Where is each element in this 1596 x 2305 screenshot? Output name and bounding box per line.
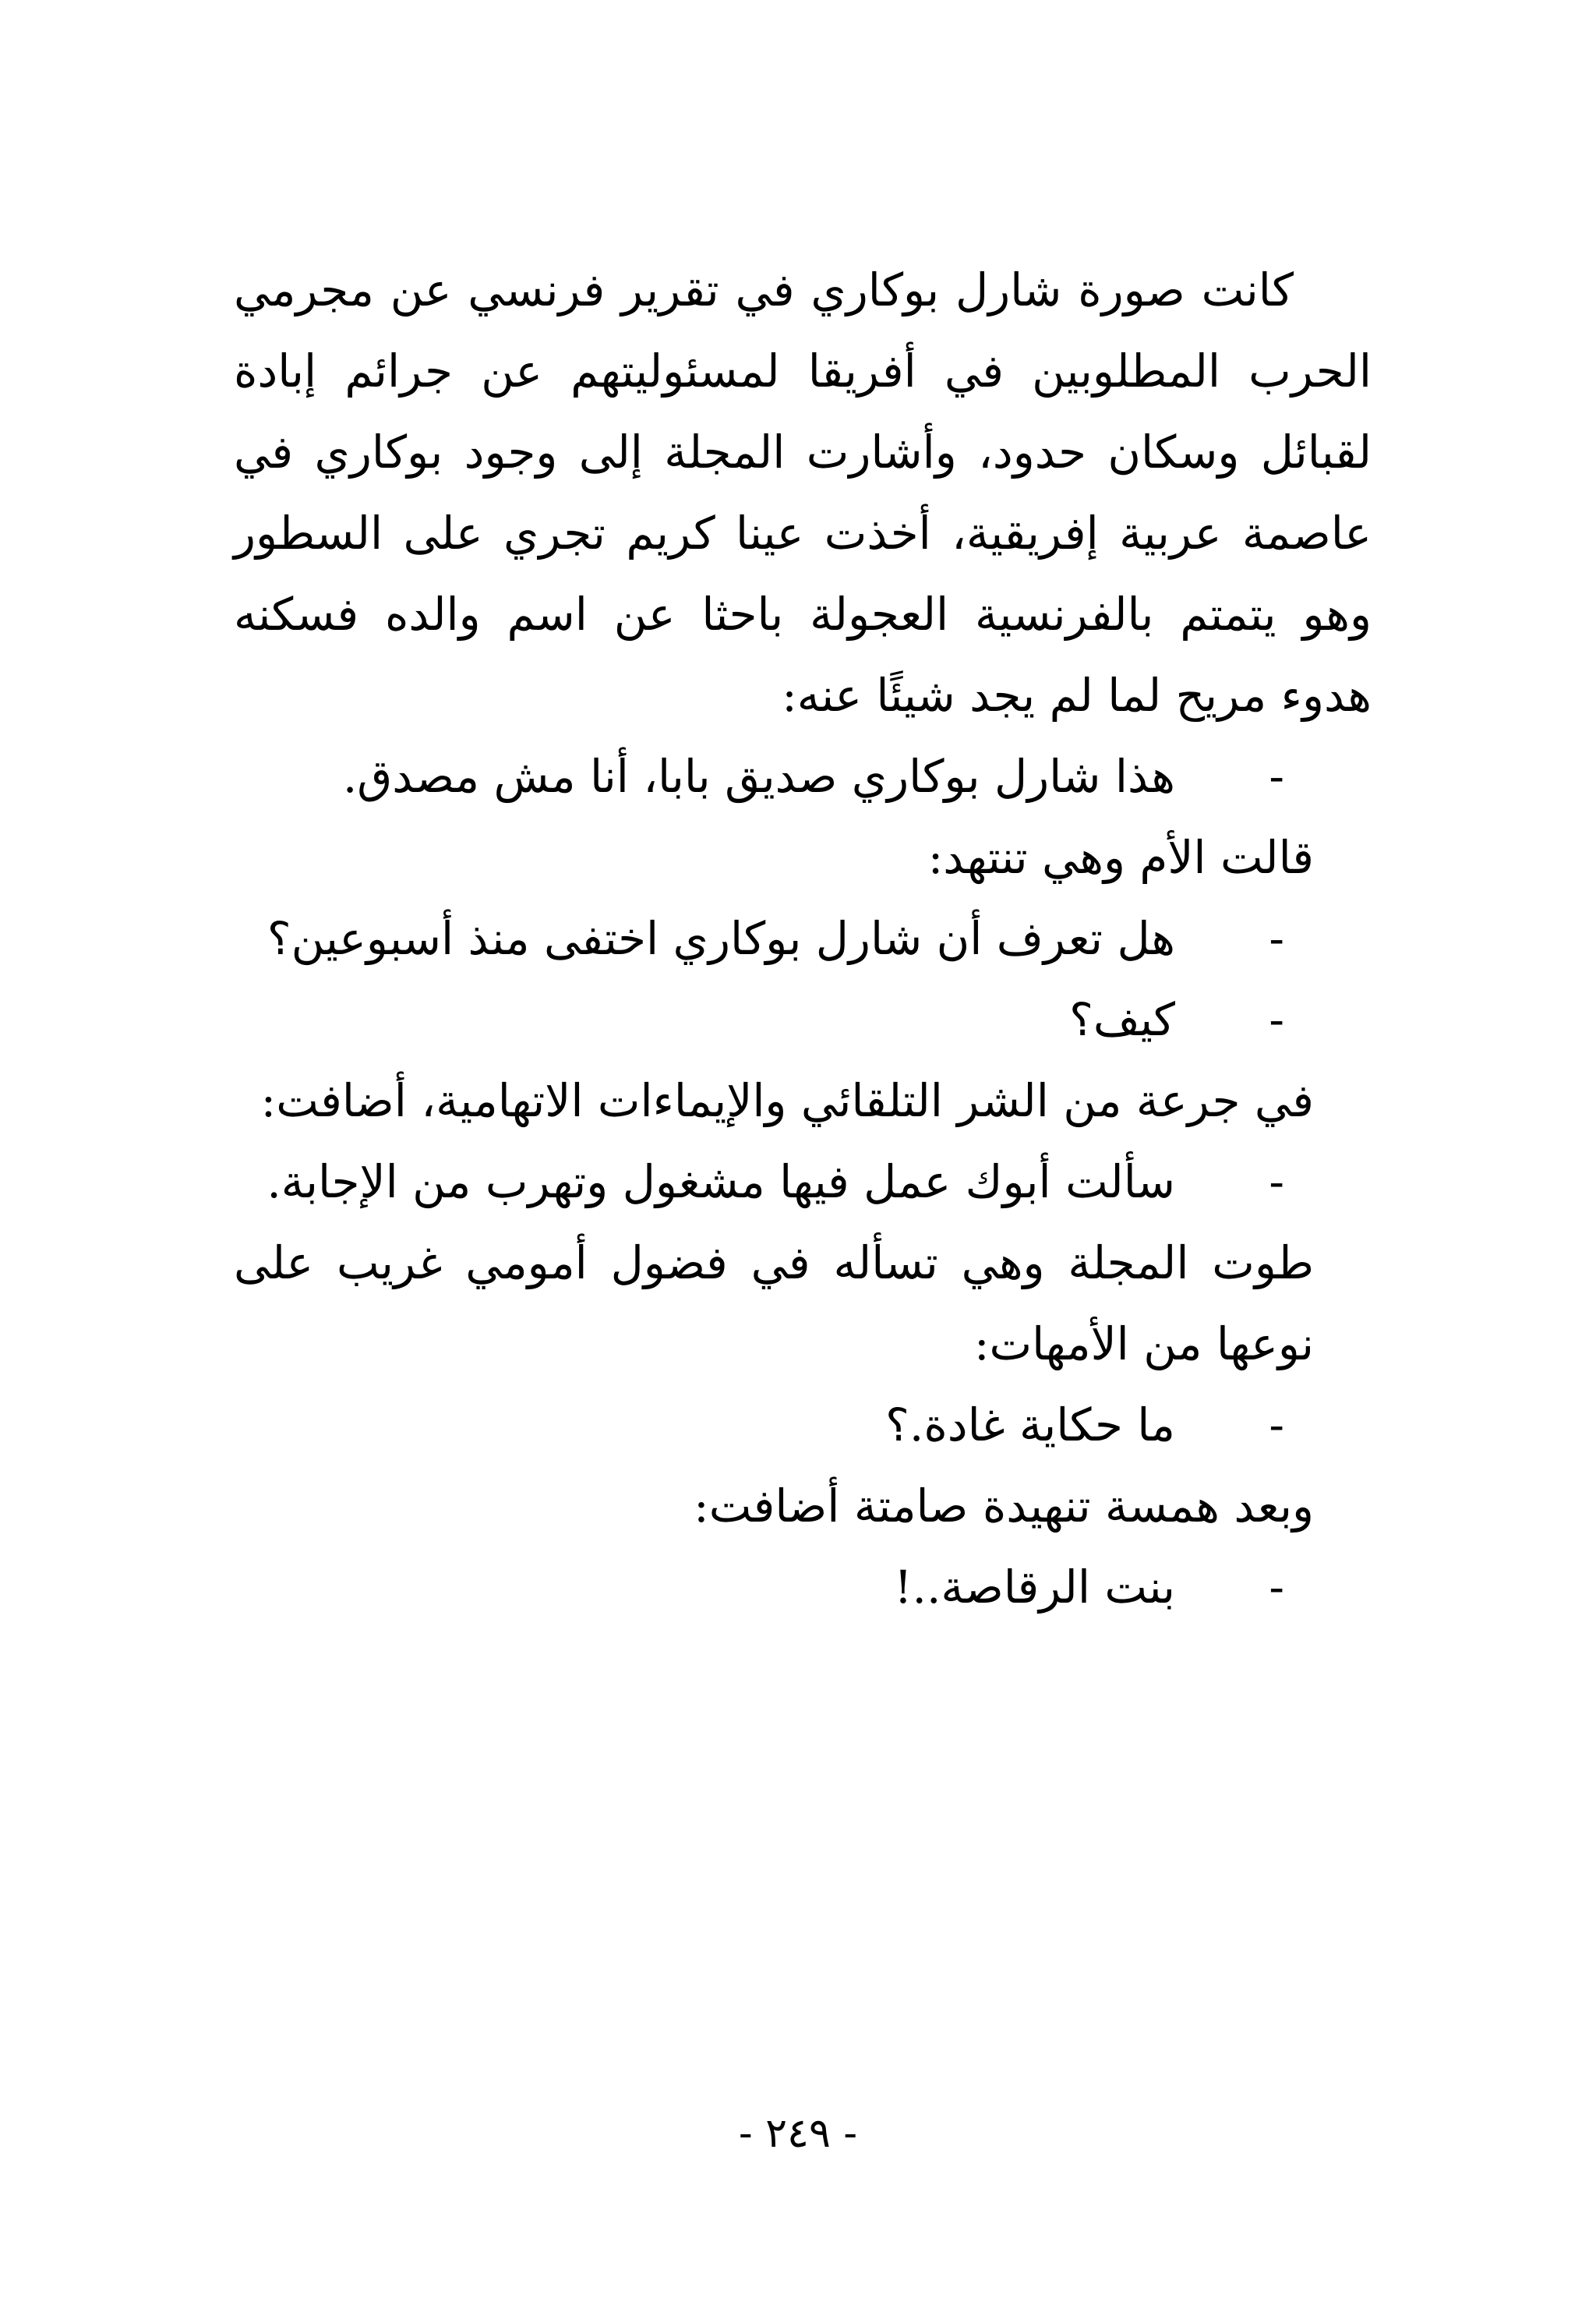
dialogue-dash: - <box>1269 1155 1284 1208</box>
dialogue-text: بنت الرقاصة..! <box>894 1561 1175 1614</box>
paragraph-5: وبعد همسة تنهيدة صامتة أضافت: <box>694 1480 1314 1533</box>
dialogue-line-6 <box>234 1547 1284 1628</box>
paragraph-3: في جرعة من الشر التلقائي والإيماءات الاتهامية، أضافت: <box>260 1074 1314 1127</box>
dialogue-dash: - <box>1269 750 1284 803</box>
dialogue-line-3 <box>234 979 1284 1060</box>
dialogue-text: سألت أبوك عمل فيها مشغول وتهرب من الإجابة. <box>267 1155 1175 1208</box>
dialogue-dash: - <box>1269 1398 1284 1451</box>
paragraph-2: قالت الأم وهي تنتهد: <box>927 831 1314 884</box>
dialogue-line-4 <box>234 1141 1284 1222</box>
dialogue-dash: - <box>1269 1561 1284 1614</box>
dialogue-dash: - <box>1269 912 1284 965</box>
dialogue-dash: - <box>1269 993 1284 1046</box>
paragraph-1: كانت صورة شارل بوكاري في تقرير فرنسي عن مجرمي الحرب المطلوبين في أفريقا لمسئوليتهم عن جرائم إبادة لقبائل وسكان حدود، وأشارت المجلة إلى وجود بوكاري في عاصمة عربية إفريقية، أخذت عينا كريم تجري على السطور وهو يتمتم بالفرنسية العجولة باحثا عن اسم والده فسكنه هدوء مريح لما لم يجد شيئًا عنه: <box>234 263 1372 722</box>
body-text <box>234 249 1372 1628</box>
dialogue-line-1 <box>234 736 1284 817</box>
page-number: - ٢٤٩ - <box>738 2110 857 2157</box>
dialogue-line-2 <box>234 898 1284 979</box>
paragraph-4: طوت المجلة وهي تسأله في فضول أمومي غريب على نوعها من الأمهات: <box>234 1236 1314 1370</box>
dialogue-text: ما حكاية غادة.؟ <box>885 1398 1175 1451</box>
dialogue-text: هل تعرف أن شارل بوكاري اختفى منذ أسبوعين؟ <box>267 912 1175 965</box>
dialogue-line-5 <box>234 1384 1284 1465</box>
dialogue-text: كيف؟ <box>1069 993 1175 1046</box>
dialogue-text: هذا شارل بوكاري صديق بابا، أنا مش مصدق. <box>342 750 1175 803</box>
